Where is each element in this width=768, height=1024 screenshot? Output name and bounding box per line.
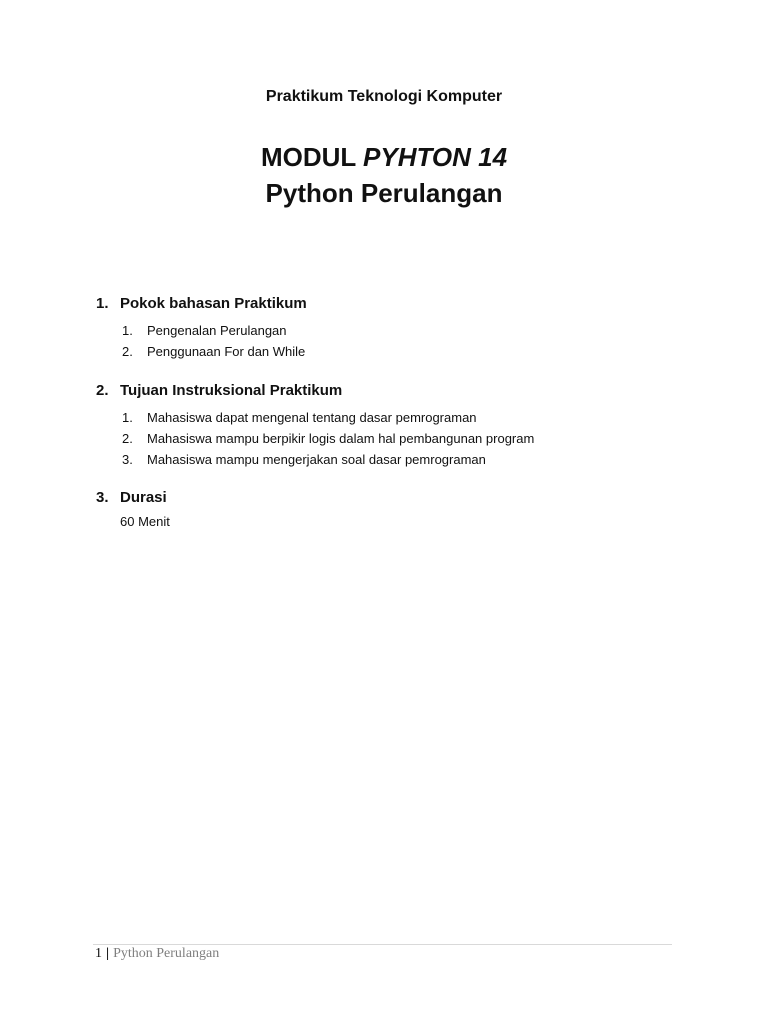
- list-item-number: 2.: [122, 431, 133, 446]
- section-heading: [96, 489, 696, 506]
- list-item-text: Mahasiswa mampu mengerjakan soal dasar pemrograman: [147, 452, 486, 467]
- list-item-number: 3.: [122, 452, 133, 467]
- section-tujuan-instruksional: [96, 382, 696, 470]
- document-subtitle: Praktikum Teknologi Komputer: [265, 88, 503, 105]
- page-footer: [95, 946, 219, 962]
- list-item: [122, 449, 696, 470]
- section-title: Pokok bahasan Praktikum: [120, 295, 307, 312]
- list-item: [122, 428, 696, 449]
- module-title: [0, 140, 768, 174]
- sub-list: [122, 320, 696, 362]
- document-title: Python Perulangan: [265, 178, 503, 208]
- list-item-text: Pengenalan Perulangan: [147, 323, 287, 338]
- section-number: 1.: [96, 295, 109, 312]
- list-item-number: 1.: [122, 410, 133, 425]
- list-item-number: 2.: [122, 344, 133, 359]
- list-item-text: Mahasiswa mampu berpikir logis dalam hal pembangunan program: [147, 431, 535, 446]
- section-title: Tujuan Instruksional Praktikum: [120, 382, 343, 399]
- list-item: [122, 341, 696, 362]
- footer-label: Python Perulangan: [113, 946, 220, 961]
- page-number: 1: [95, 946, 102, 961]
- sub-list: [122, 407, 696, 470]
- footer-separator: |: [106, 946, 110, 961]
- footer-divider: [93, 944, 672, 945]
- section-number: 2.: [96, 382, 109, 399]
- module-prefix: MODUL: [260, 142, 364, 172]
- list-item: [122, 407, 696, 428]
- duration-value: 60 Menit: [120, 514, 170, 529]
- module-name: PYHTON 14: [363, 142, 508, 172]
- section-durasi: [96, 489, 696, 529]
- list-item-text: Penggunaan For dan While: [147, 344, 306, 359]
- list-item: [122, 320, 696, 341]
- section-pokok-bahasan: [96, 295, 696, 362]
- section-heading: [96, 382, 696, 399]
- list-item-number: 1.: [122, 323, 133, 338]
- section-title: Durasi: [120, 489, 167, 506]
- section-number: 3.: [96, 489, 109, 506]
- section-heading: [96, 295, 696, 312]
- list-item-text: Mahasiswa dapat mengenal tentang dasar pemrograman: [147, 410, 477, 425]
